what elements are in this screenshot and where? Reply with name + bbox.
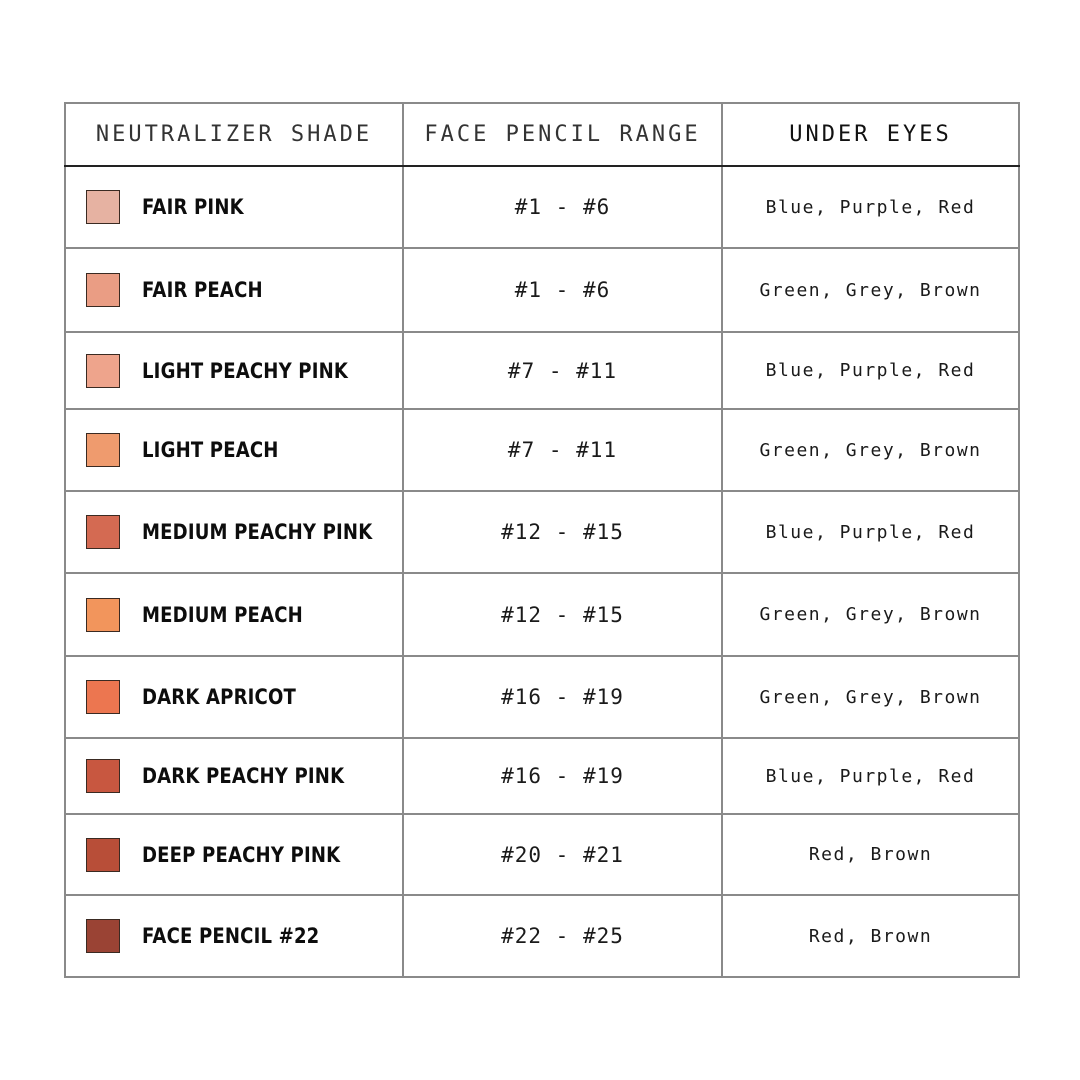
shade-name: FAIR PINK [142,195,244,219]
face-pencil-range: #7 - #11 [403,409,722,491]
under-eyes-colors: Blue, Purple, Red [722,332,1019,409]
table-row [65,491,1019,573]
face-pencil-range: #1 - #6 [403,248,722,332]
under-eyes-colors: Blue, Purple, Red [722,491,1019,573]
shade-swatch [86,190,120,224]
table-row [65,738,1019,814]
shade-swatch [86,838,120,872]
face-pencil-range: #12 - #15 [403,491,722,573]
under-eyes-colors: Blue, Purple, Red [722,738,1019,814]
table-row [65,248,1019,332]
under-eyes-colors: Red, Brown [722,895,1019,977]
table-row [65,166,1019,248]
table-row [65,332,1019,409]
shade-swatch [86,433,120,467]
face-pencil-range: #16 - #19 [403,656,722,738]
face-pencil-range: #1 - #6 [403,166,722,248]
under-eyes-colors: Green, Grey, Brown [722,573,1019,656]
table-header-row [65,103,1019,166]
header-face-pencil-range: FACE PENCIL RANGE [403,103,722,166]
shade-name: MEDIUM PEACHY PINK [142,520,373,544]
shade-swatch [86,515,120,549]
shade-name: DEEP PEACHY PINK [142,842,341,867]
shade-name: FAIR PEACH [142,278,263,302]
shade-swatch [86,273,120,307]
shade-name: LIGHT PEACH [142,438,279,462]
table-row [65,656,1019,738]
shade-swatch [86,598,120,632]
shade-name: MEDIUM PEACH [142,602,303,627]
shade-name: DARK APRICOT [142,685,296,709]
table-row [65,573,1019,656]
header-under-eyes: UNDER EYES [722,103,1019,166]
face-pencil-range: #22 - #25 [403,895,722,977]
under-eyes-colors: Green, Grey, Brown [722,409,1019,491]
under-eyes-colors: Green, Grey, Brown [722,248,1019,332]
table-row [65,814,1019,895]
under-eyes-colors: Green, Grey, Brown [722,656,1019,738]
table-row [65,409,1019,491]
under-eyes-colors: Red, Brown [722,814,1019,895]
face-pencil-range: #20 - #21 [403,814,722,895]
shade-swatch [86,680,120,714]
shade-name: FACE PENCIL #22 [142,924,320,948]
neutralizer-shade-table [64,102,1020,978]
face-pencil-range: #16 - #19 [403,738,722,814]
shade-swatch [86,354,120,388]
header-neutralizer-shade: NEUTRALIZER SHADE [65,103,403,166]
shade-name: DARK PEACHY PINK [142,764,345,788]
table-row [65,895,1019,977]
shade-swatch [86,919,120,953]
face-pencil-range: #7 - #11 [403,332,722,409]
under-eyes-colors: Blue, Purple, Red [722,166,1019,248]
shade-name: LIGHT PEACHY PINK [142,358,349,383]
face-pencil-range: #12 - #15 [403,573,722,656]
shade-swatch [86,759,120,793]
